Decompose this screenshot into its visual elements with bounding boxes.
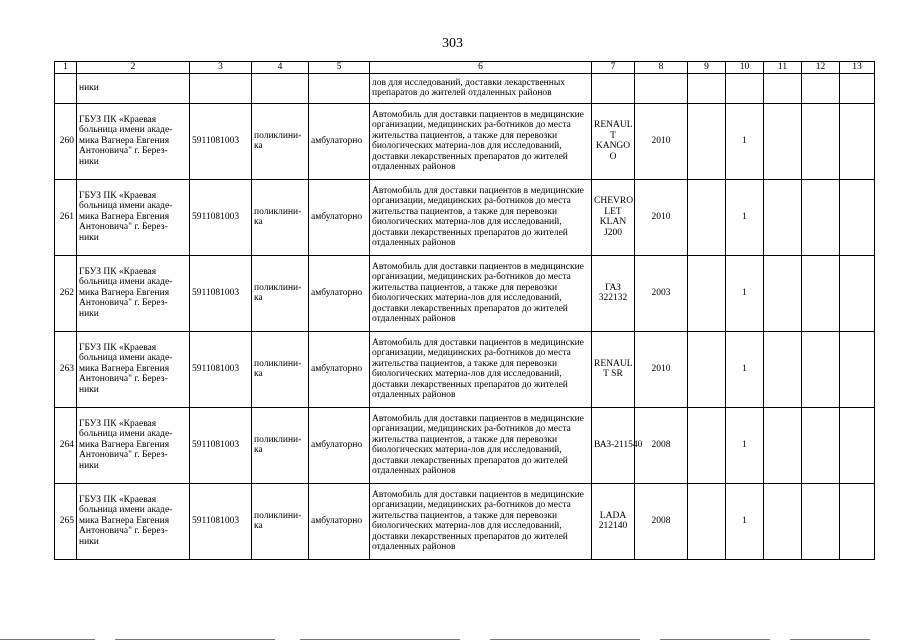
- column-header-9: 9: [688, 62, 726, 74]
- empty-cell: [840, 407, 875, 483]
- care-type: амбулаторно: [309, 331, 370, 407]
- vehicle-purpose: Автомобиль для доставки пациентов в медицинские организации, медицинских ра-ботников до места жительства пациентов, а также для перевозки биологических материа-лов для исследований, доставки лекарственных препаратов до жителей отдаленных районов: [370, 331, 592, 407]
- care-type: амбулаторно: [309, 407, 370, 483]
- continuation-row: [55, 73, 875, 103]
- organization-name: ГБУЗ ПК «Краевая больница имени акаде-мика Вагнера Евгения Антоновича" г. Берез-ники: [77, 407, 190, 483]
- vehicle-purpose: Автомобиль для доставки пациентов в медицинские организации, медицинских ра-ботников до места жительства пациентов, а также для перевозки биологических материа-лов для исследований, доставки лекарственных препаратов до жителей отдаленных районов: [370, 483, 592, 559]
- vehicle-purpose: Автомобиль для доставки пациентов в медицинские организации, медицинских ра-ботников до места жительства пациентов, а также для перевозки биологических материа-лов для исследований, доставки лекарственных препаратов до жителей отдаленных районов: [370, 103, 592, 179]
- facility-type: поликлини-ка: [252, 179, 309, 255]
- inn-code: 5911081003: [190, 103, 252, 179]
- empty-cell: [764, 255, 802, 331]
- row-number: 261: [55, 179, 77, 255]
- column-header-11: 11: [764, 62, 802, 74]
- column-header-13: 13: [840, 62, 875, 74]
- column-header-4: 4: [252, 62, 309, 74]
- page-number: 303: [442, 36, 463, 51]
- empty-cell: [764, 483, 802, 559]
- vehicle-registry-table: [54, 61, 875, 560]
- organization-name: ГБУЗ ПК «Краевая больница имени акаде-мика Вагнера Евгения Антоновича" г. Берез-ники: [77, 179, 190, 255]
- column-header-5: 5: [309, 62, 370, 74]
- empty-cell: [802, 483, 840, 559]
- empty-cell: [764, 331, 802, 407]
- empty-cell: [802, 103, 840, 179]
- manufacture-year: 2008: [635, 483, 688, 559]
- empty-cell: [802, 407, 840, 483]
- empty-cell: [764, 103, 802, 179]
- table-row: [55, 255, 875, 331]
- column-header-1: 1: [55, 62, 77, 74]
- inn-code: 5911081003: [190, 179, 252, 255]
- empty-cell: [840, 179, 875, 255]
- manufacture-year: 2003: [635, 255, 688, 331]
- empty-cell: [688, 483, 726, 559]
- table-row: [55, 179, 875, 255]
- continuation-purpose: лов для исследований, доставки лекарственных препаратов до жителей отдаленных районов: [370, 73, 592, 103]
- column-header-8: 8: [635, 62, 688, 74]
- facility-type: поликлини-ка: [252, 407, 309, 483]
- vehicle-model: ВАЗ-211540: [592, 407, 635, 483]
- vehicle-model: ГАЗ 322132: [592, 255, 635, 331]
- facility-type: поликлини-ка: [252, 331, 309, 407]
- empty-cell: [688, 179, 726, 255]
- empty-cell: [840, 483, 875, 559]
- column-header-12: 12: [802, 62, 840, 74]
- manufacture-year: 2010: [635, 331, 688, 407]
- empty-cell: [688, 331, 726, 407]
- vehicle-quantity: 1: [726, 103, 764, 179]
- vehicle-quantity: 1: [726, 331, 764, 407]
- care-type: амбулаторно: [309, 179, 370, 255]
- row-number: 264: [55, 407, 77, 483]
- continuation-org: ники: [77, 73, 190, 103]
- inn-code: 5911081003: [190, 407, 252, 483]
- header-row: [55, 62, 875, 74]
- vehicle-quantity: 1: [726, 407, 764, 483]
- empty-cell: [688, 103, 726, 179]
- empty-cell: [840, 103, 875, 179]
- manufacture-year: 2008: [635, 407, 688, 483]
- facility-type: поликлини-ка: [252, 483, 309, 559]
- organization-name: ГБУЗ ПК «Краевая больница имени акаде-мика Вагнера Евгения Антоновича" г. Берез-ники: [77, 331, 190, 407]
- vehicle-purpose: Автомобиль для доставки пациентов в медицинские организации, медицинских ра-ботников до места жительства пациентов, а также для перевозки биологических материа-лов для исследований, доставки лекарственных препаратов до жителей отдаленных районов: [370, 179, 592, 255]
- vehicle-purpose: Автомобиль для доставки пациентов в медицинские организации, медицинских ра-ботников до места жительства пациентов, а также для перевозки биологических материа-лов для исследований, доставки лекарственных препаратов до жителей отдаленных районов: [370, 255, 592, 331]
- facility-type: поликлини-ка: [252, 103, 309, 179]
- empty-cell: [802, 331, 840, 407]
- table-row: [55, 103, 875, 179]
- table-row: [55, 331, 875, 407]
- empty-cell: [802, 179, 840, 255]
- vehicle-quantity: 1: [726, 483, 764, 559]
- organization-name: ГБУЗ ПК «Краевая больница имени акаде-мика Вагнера Евгения Антоновича" г. Берез-ники: [77, 255, 190, 331]
- vehicle-model: LADA 212140: [592, 483, 635, 559]
- care-type: амбулаторно: [309, 255, 370, 331]
- vehicle-model: CHEVRO LET KLAN J200: [592, 179, 635, 255]
- organization-name: ГБУЗ ПК «Краевая больница имени акаде-мика Вагнера Евгения Антоновича" г. Берез-ники: [77, 103, 190, 179]
- empty-cell: [840, 331, 875, 407]
- inn-code: 5911081003: [190, 331, 252, 407]
- row-number: 265: [55, 483, 77, 559]
- column-header-10: 10: [726, 62, 764, 74]
- table-row: [55, 483, 875, 559]
- vehicle-model: RENAUL T KANGO O: [592, 103, 635, 179]
- empty-cell: [688, 255, 726, 331]
- care-type: амбулаторно: [309, 103, 370, 179]
- column-header-6: 6: [370, 62, 592, 74]
- table-row: [55, 407, 875, 483]
- column-header-3: 3: [190, 62, 252, 74]
- vehicle-quantity: 1: [726, 179, 764, 255]
- manufacture-year: 2010: [635, 179, 688, 255]
- inn-code: 5911081003: [190, 483, 252, 559]
- empty-cell: [764, 179, 802, 255]
- row-number: 260: [55, 103, 77, 179]
- empty-cell: [764, 407, 802, 483]
- facility-type: поликлини-ка: [252, 255, 309, 331]
- row-number: 263: [55, 331, 77, 407]
- care-type: амбулаторно: [309, 483, 370, 559]
- inn-code: 5911081003: [190, 255, 252, 331]
- vehicle-purpose: Автомобиль для доставки пациентов в медицинские организации, медицинских ра-ботников до места жительства пациентов, а также для перевозки биологических материа-лов для исследований, доставки лекарственных препаратов до жителей отдаленных районов: [370, 407, 592, 483]
- column-header-2: 2: [77, 62, 190, 74]
- empty-cell: [840, 255, 875, 331]
- column-header-7: 7: [592, 62, 635, 74]
- vehicle-model: RENAUL T SR: [592, 331, 635, 407]
- vehicle-quantity: 1: [726, 255, 764, 331]
- manufacture-year: 2010: [635, 103, 688, 179]
- organization-name: ГБУЗ ПК «Краевая больница имени акаде-мика Вагнера Евгения Антоновича" г. Берез-ники: [77, 483, 190, 559]
- empty-cell: [688, 407, 726, 483]
- empty-cell: [802, 255, 840, 331]
- row-number: 262: [55, 255, 77, 331]
